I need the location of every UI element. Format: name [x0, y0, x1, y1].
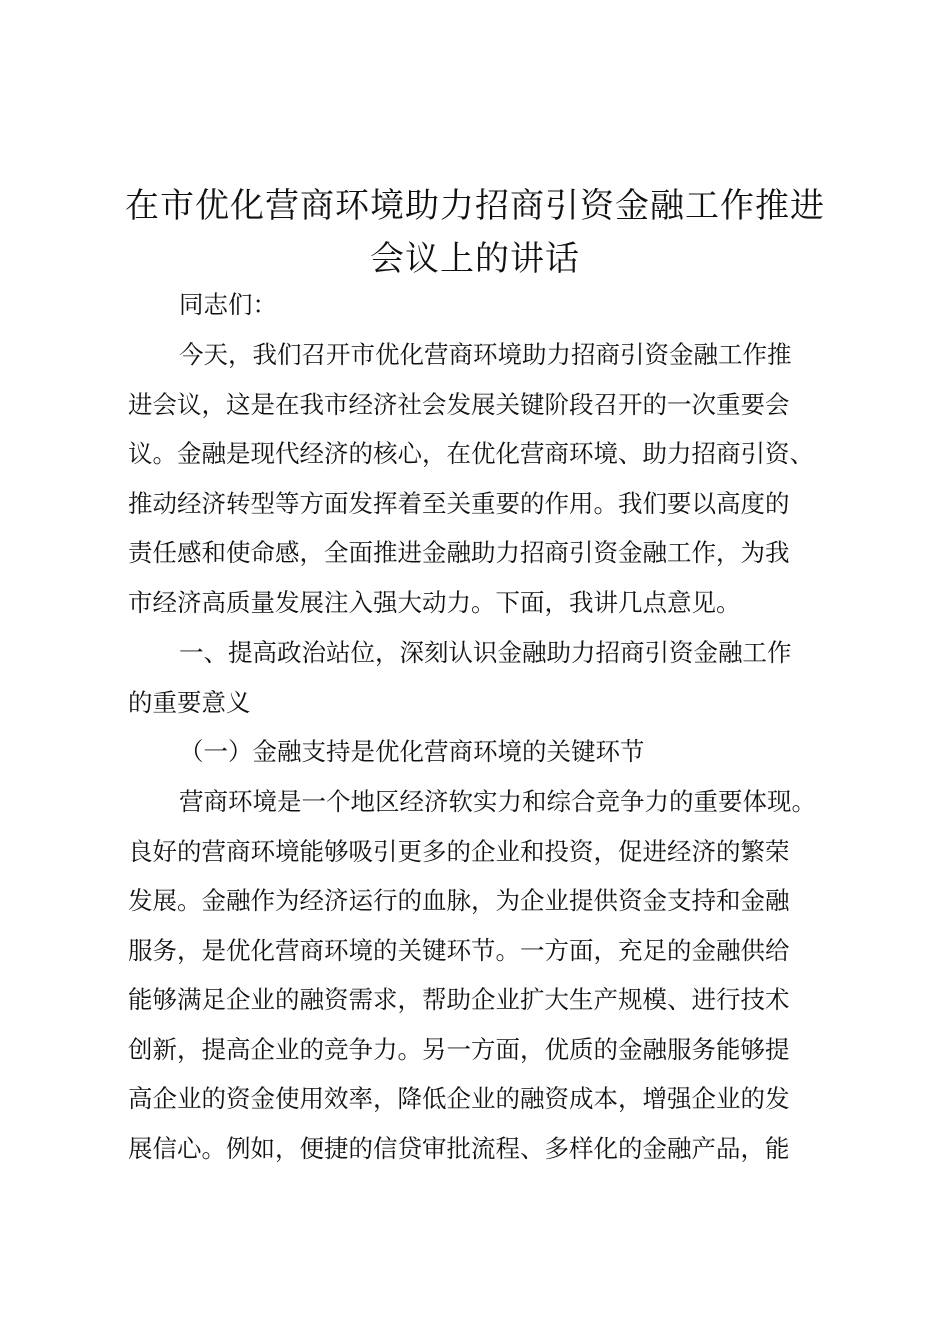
paragraph-line: 责任感和使命感，全面推进金融助力招商引资金融工作，为我 [128, 538, 790, 567]
paragraph-line: 展信心。例如，便捷的信贷审批流程、多样化的金融产品，能 [128, 1134, 790, 1163]
paragraph-line: 服务，是优化营商环境的关键环节。一方面，充足的金融供给 [128, 936, 790, 965]
section-heading-line: 一、提高政治站位，深刻认识金融助力招商引资金融工作 [179, 638, 792, 667]
paragraph-line: 能够满足企业的融资需求，帮助企业扩大生产规模、进行技术 [128, 985, 790, 1014]
salutation: 同志们： [179, 290, 277, 319]
paragraph-line: 良好的营商环境能够吸引更多的企业和投资，促进经济的繁荣 [128, 837, 790, 866]
paragraph-line: 营商环境是一个地区经济软实力和综合竞争力的重要体现。 [179, 787, 816, 816]
paragraph-line: 议。金融是现代经济的核心，在优化营商环境、助力招商引资、 [128, 439, 814, 468]
paragraph-line: 创新，提高企业的竞争力。另一方面，优质的金融服务能够提 [128, 1035, 790, 1064]
paragraph-line: 高企业的资金使用效率，降低企业的融资成本，增强企业的发 [128, 1084, 790, 1113]
document-title-line-1: 在市优化营商环境助力招商引资金融工作推进 [125, 186, 825, 226]
paragraph-line: 进会议，这是在我市经济社会发展关键阶段召开的一次重要会 [128, 390, 790, 419]
paragraph-line: 市经济高质量发展注入强大动力。下面，我讲几点意见。 [128, 588, 741, 617]
paragraph-line: 今天，我们召开市优化营商环境助力招商引资金融工作推 [179, 340, 792, 369]
paragraph-line: 发展。金融作为经济运行的血脉，为企业提供资金支持和金融 [128, 886, 790, 915]
section-heading-line: 的重要意义 [128, 688, 251, 717]
paragraph-line: 推动经济转型等方面发挥着至关重要的作用。我们要以高度的 [128, 489, 790, 518]
subsection-heading: （一）金融支持是优化营商环境的关键环节 [179, 737, 645, 766]
document-title-line-2: 会议上的讲话 [370, 239, 580, 279]
